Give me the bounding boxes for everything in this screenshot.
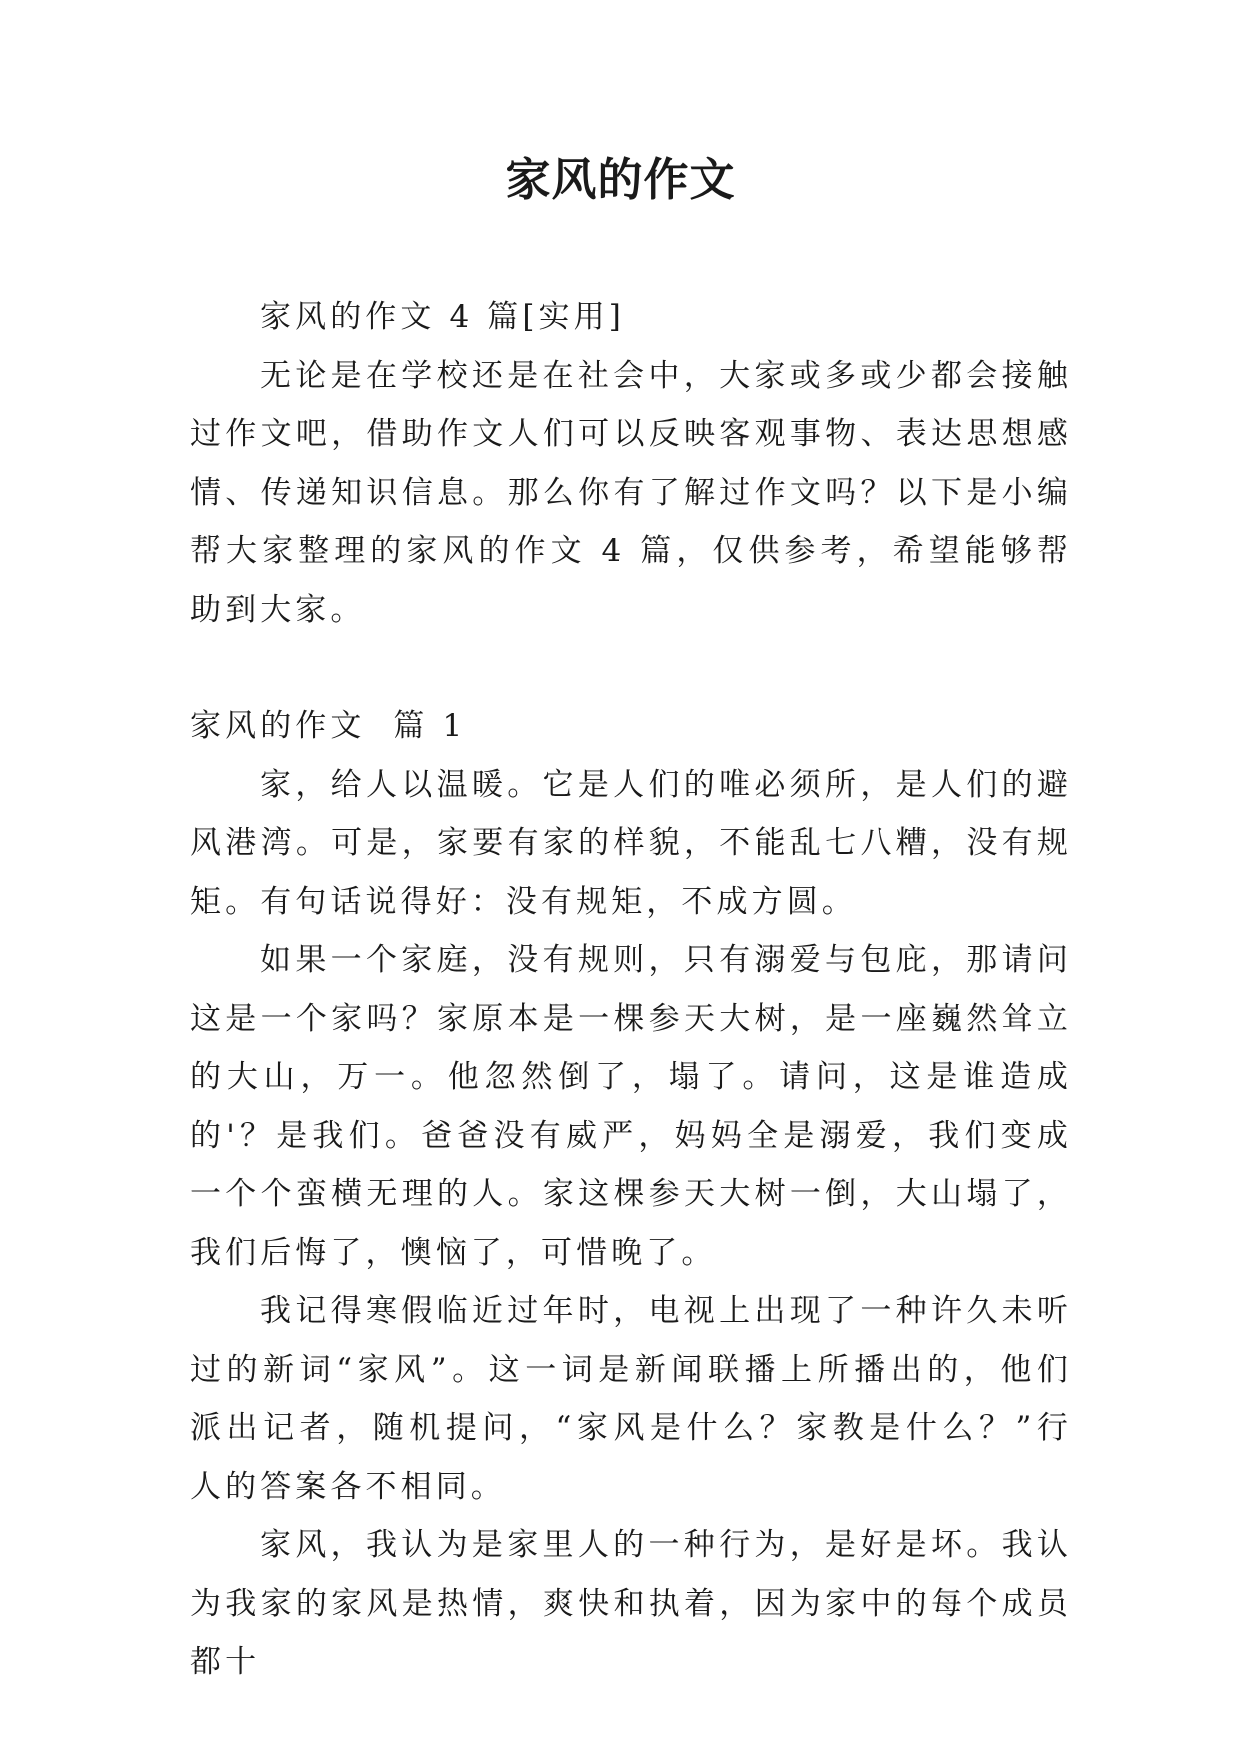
- body-paragraph-1: 家，给人以温暖。它是人们的唯必须所，是人们的避风港湾。可是，家要有家的样貌，不能乱七八糟，没有规矩。有句话说得好：没有规矩，不成方圆。: [190, 766, 1072, 920]
- section-spacer: [190, 639, 1072, 697]
- subtitle-line: 家风的作文 4 篇[实用]: [260, 299, 625, 335]
- body-paragraph-2: 如果一个家庭，没有规则，只有溺爱与包庇，那请问这是一个家吗？家原本是一棵参天大树，是一座巍然耸立的大山，万一。他忽然倒了，塌了。请问，这是谁造成的'？是我们。爸爸没有威严，妈妈全是溺爱，我们变成一个个蛮横无理的人。家这棵参天大树一倒，大山塌了，我们后悔了，懊恼了，可惜晚了。: [190, 942, 1072, 1271]
- intro-paragraph: 无论是在学校还是在社会中，大家或多或少都会接触过作文吧，借助作文人们可以反映客观事物、表达思想感情、传递知识信息。那么你有了解过作文吗？以下是小编帮大家整理的家风的作文 4 篇，仅供参考，希望能够帮助到大家。: [190, 357, 1072, 628]
- section-heading: 家风的作文 篇 1: [190, 708, 467, 744]
- document-title: 家风的作文: [505, 153, 736, 206]
- document-body: [190, 288, 1072, 1692]
- body-paragraph-3: 我记得寒假临近过年时，电视上出现了一种许久未听过的新词“家风”。这一词是新闻联播上所播出的，他们派出记者，随机提问，“家风是什么？家教是什么？”行人的答案各不相同。: [190, 1293, 1072, 1505]
- body-paragraph-4: 家风，我认为是家里人的一种行为，是好是坏。我认为我家的家风是热情，爽快和执着，因为家中的每个成员都十: [190, 1527, 1072, 1680]
